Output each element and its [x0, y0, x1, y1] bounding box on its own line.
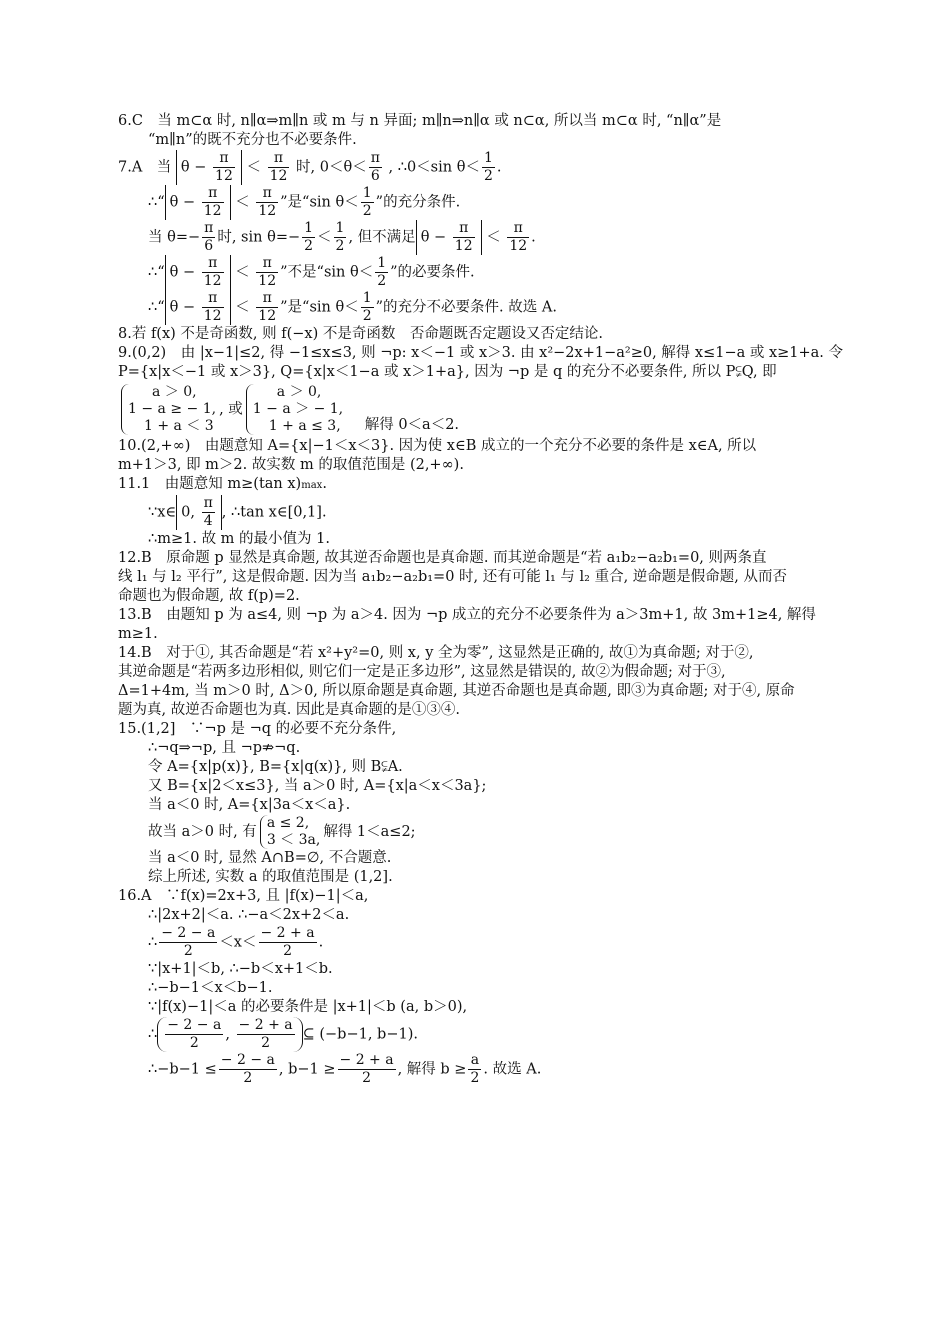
answer-15-line-7: 当 a＜0 时, 显然 A∩B=∅, 不合题意.	[148, 850, 392, 866]
answer-16-line-4: ∵|x+1|＜b, ∴−b＜x+1＜b.	[148, 961, 333, 977]
answer-7-line-5: ∴“ θ − $\frac{\pi}{12}$ ＜ $\frac{\pi}{12}$ ”是“sin θ＜ $\frac{1}{2}$ ”的充分不必要条件. 故选 A.	[148, 290, 557, 324]
abs-theta-expr: θ − $\frac{\pi}{12}$	[176, 150, 242, 185]
answer-9-line-1: 9.(0,2) 由 |x−1|≤2, 得 −1≤x≤3, 则 ¬p: x＜−1 或 x＞3. 由 x²−2x+1−a²≥0, 解得 x≤1−a 或 x≥1+a. 令	[118, 345, 844, 361]
answer-7-line-3: 当 θ=− $\frac{\pi}{6}$ 时, sin θ=− $\frac{1}{2}$ ＜ $\frac{1}{2}$ , 但不满足 θ − $\frac{\pi}{12}$ ＜ $\frac{\pi}{12}$ .	[148, 220, 536, 254]
answer-15-line-6: 故当 a＞0 时, 有 a ≤ 2, 3 ＜ 3a, 解得 1＜a≤2;	[148, 815, 416, 848]
answer-9-line-2: P={x|x＜−1 或 x＞3}, Q={x|x＜1−a 或 x＞1+a}, 因为 ¬p 是 q 的充分不必要条件, 所以 P⫋Q, 即	[118, 364, 777, 380]
answer-16-line-3: ∴ $\frac{- 2 - a}{2}$ ＜x＜ $\frac{- 2 + a}{2}$ .	[148, 925, 324, 959]
answer-16-line-2: ∴|2x+2|＜a. ∴−a＜2x+2＜a.	[148, 907, 350, 923]
system-1: a ＞ 0, 1 − a ≥ − 1, 1 + a ＜ 3	[121, 384, 216, 435]
answer-15-line-8: 综上所述, 实数 a 的取值范围是 (1,2].	[148, 869, 393, 885]
answer-15-line-1: 15.(1,2] ∵¬p 是 ¬q 的必要不充分条件,	[118, 721, 397, 737]
answer-12-line-1: 12.B 原命题 p 显然是真命题, 故其逆否命题也是真命题. 而其逆命题是“若 a₁b₂−a₂b₁=0, 则两条直	[118, 550, 767, 566]
answer-15-line-3: 令 A={x|p(x)}, B={x|q(x)}, 则 B⫋A.	[148, 759, 403, 775]
answer-16-line-6: ∵|f(x)−1|＜a 的必要条件是 |x+1|＜b (a, b＞0),	[148, 999, 468, 1015]
answer-13-line-2: m≥1.	[118, 626, 158, 642]
answer-8: 8.若 f(x) 不是奇函数, 则 f(−x) 不是奇函数 否命题既否定题设又否定结论.	[118, 326, 603, 342]
answer-16-line-8: ∴−b−1 ≤ $\frac{- 2 - a}{2}$ , b−1 ≥ $\frac{- 2 + a}{2}$ , 解得 b ≥ $\frac{a}{2}$ . 故选 A.	[148, 1052, 542, 1086]
answer-7-line-4: ∴“ θ − $\frac{\pi}{12}$ ＜ $\frac{\pi}{12}$ ”不是“sin θ＜ $\frac{1}{2}$ ”的必要条件.	[148, 255, 475, 289]
answer-16-line-5: ∴−b−1＜x＜b−1.	[148, 980, 273, 996]
answer-15-line-2: ∴¬q⇒¬p, 且 ¬p⇏¬q.	[148, 740, 301, 756]
answer-14-line-3: Δ=1+4m, 当 m＞0 时, Δ＞0, 所以原命题是真命题, 其逆否命题也是真命题, 即③为真命题; 对于④, 原命	[118, 683, 795, 699]
solution-page	[118, 112, 844, 1087]
answer-15-line-4: 又 B={x|2＜x≤3}, 当 a＞0 时, A={x|a＜x＜3a};	[148, 778, 487, 794]
answer-10-line-2: m+1＞3, 即 m＞2. 故实数 m 的取值范围是 (2,+∞).	[118, 457, 464, 473]
answer-7-line-2: ∴“ θ − $\frac{\pi}{12}$ ＜ $\frac{\pi}{12}$ ”是“sin θ＜ $\frac{1}{2}$ ”的充分条件.	[148, 185, 461, 219]
answer-10-line-1: 10.(2,+∞) 由题意知 A={x|−1＜x＜3}. 因为使 x∈B 成立的一个充分不必要的条件是 x∈A, 所以	[118, 438, 757, 454]
answer-6-line-2: “m∥n”的既不充分也不必要条件.	[148, 132, 357, 148]
answer-14-line-2: 其逆命题是“若两多边形相似, 则它们一定是正多边形”, 这显然是错误的, 故②为假命题; 对于③,	[118, 664, 726, 680]
answer-12-line-2: 线 l₁ 与 l₂ 平行”, 这是假命题. 因为当 a₁b₂−a₂b₁=0 时, 还有可能 l₁ 与 l₂ 重合, 逆命题是假命题, 从而否	[118, 569, 788, 585]
answer-14-line-1: 14.B 对于①, 其否命题是“若 x²+y²=0, 则 x, y 全为零”, 这显然是正确的, 故①为真命题; 对于②,	[118, 645, 754, 661]
answer-15-line-5: 当 a＜0 时, A={x|3a＜x＜a}.	[148, 797, 351, 813]
answer-7-line-1: 7.A 当 θ − $\frac{\pi}{12}$ ＜ $\frac{\pi}{12}$ 时, 0＜θ＜ $\frac{\pi}{6}$ , ∴0＜sin θ＜ $\frac{1}{2}$ .	[118, 150, 502, 184]
system-2: a ＞ 0, 1 − a ＞ − 1, 1 + a ≤ 3,	[246, 384, 343, 435]
answer-14-line-4: 题为真, 故逆否命题也为真. 因此是真命题的是①③④.	[118, 702, 461, 718]
answer-16-line-7: ∴ $\frac{- 2 - a}{2}$ , $\frac{- 2 + a}{2}$ ⊆ (−b−1, b−1).	[148, 1017, 418, 1051]
answer-16-line-1: 16.A ∵f(x)=2x+3, 且 |f(x)−1|＜a,	[118, 888, 369, 904]
answer-12-line-3: 命题也为假命题, 故 f(p)=2.	[118, 588, 300, 604]
answer-13-line-1: 13.B 由题知 p 为 a≤4, 则 ¬p 为 a＞4. 因为 ¬p 成立的充分不必要条件为 a＞3m+1, 故 3m+1≥4, 解得	[118, 607, 816, 623]
answer-9-line-3: a ＞ 0, 1 − a ≥ − 1, 1 + a ＜ 3 , 或 a ＞ 0, 1 − a ＞ − 1, 1 + a ≤ 3, 解得 0＜a＜2.	[118, 384, 838, 435]
answer-6-line-1: 6.C 当 m⊂α 时, n∥α⇒m∥n 或 m 与 n 异面; m∥n⇒n∥α 或 n⊂α, 所以当 m⊂α 时, “n∥α”是	[118, 113, 722, 129]
answer-11-line-3: ∴m≥1. 故 m 的最小值为 1.	[148, 531, 330, 547]
answer-11-line-1: 11.1 由题意知 m≥(tan x)max.	[118, 476, 327, 492]
answer-11-line-2: ∵x∈ 0, $\frac{\pi}{4}$ , ∴tan x∈[0,1].	[148, 495, 327, 529]
